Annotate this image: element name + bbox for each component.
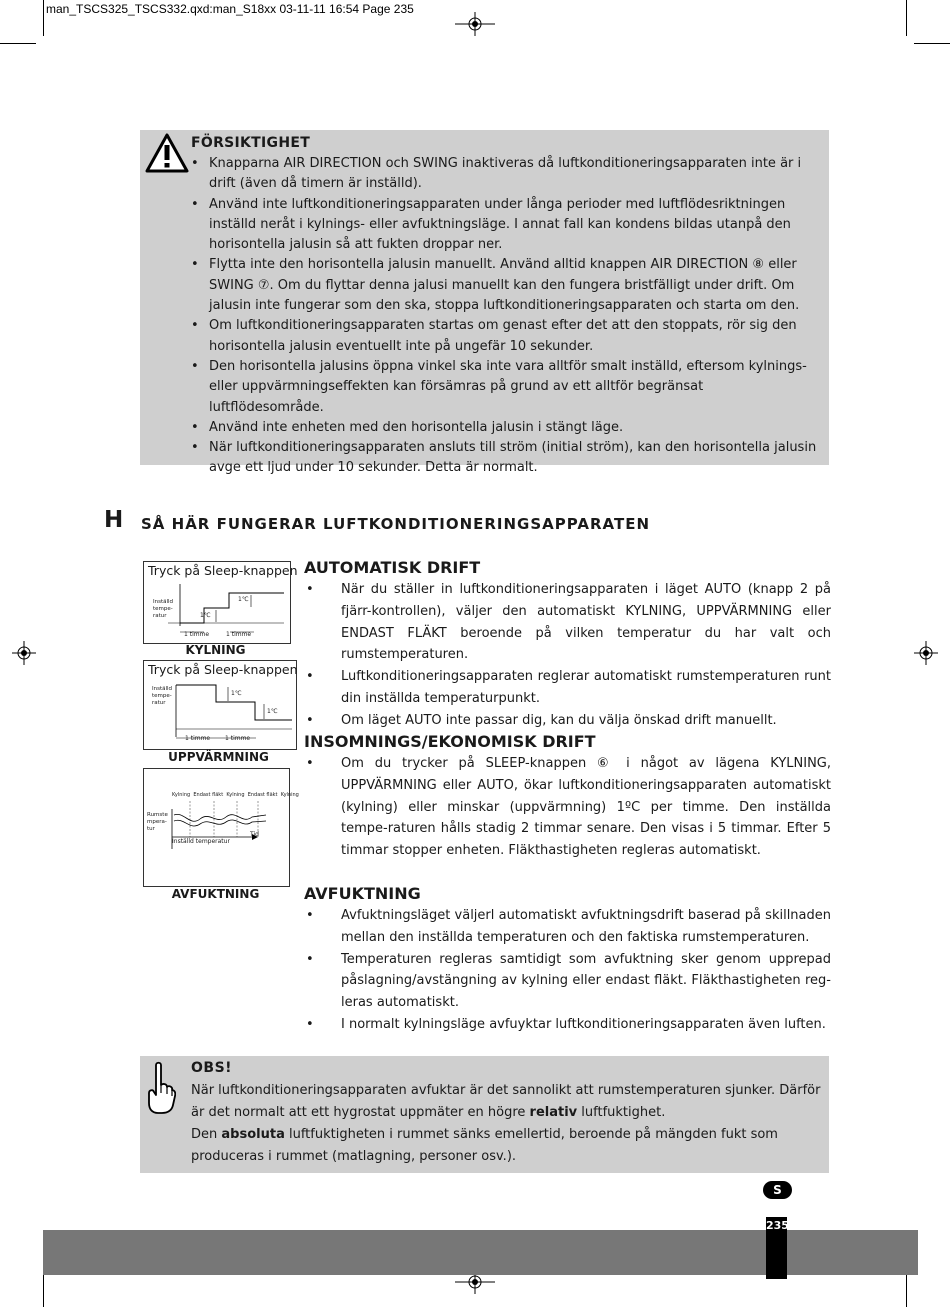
list-item: • Om luftkonditioneringsapparaten startas om genast efter det att den stoppats, rör sig den horisontella jalusin eventuellt inte på ungefär 10 sekunder. [191, 316, 821, 357]
dehumidification-diagram [143, 768, 299, 887]
page-number: 235 [766, 1217, 787, 1279]
y-axis-label: Inställd tempe- ratur [152, 686, 173, 706]
note-title: OBS! [191, 1060, 233, 1076]
caution-title: FÖRSIKTIGHET [191, 135, 311, 151]
auto-section [304, 558, 831, 732]
section-heading: INSOMNINGS/EKONOMISK DRIFT [304, 732, 596, 751]
heating-diagram [143, 660, 297, 750]
diagram-title: Tryck på Sleep-knappen [148, 662, 298, 677]
list-item: • När du ställer in luftkonditioneringsapparaten i läget AUTO (knapp 2 på fjärr-kontrollen), väljer den automatiskt KYLNING, UPPVÄRMNING eller ENDAST FLÄKT beroende på vilken temperatur du har valt och rumstemperaturen. [304, 579, 831, 666]
registration-mark-icon [12, 641, 36, 665]
registration-mark-icon [914, 641, 938, 665]
list-item: • Använd inte luftkonditioneringsapparaten under långa perioder med luftflödesriktningen inställd neråt i kylnings- eller avfuktningsläge. I annat fall kan kondens bildas utanpå den horisontella jalusin så att fukten droppar ner. [191, 195, 821, 256]
sleep-section [304, 732, 831, 862]
list-item: • Knapparna AIR DIRECTION och SWING inaktiveras då luftkonditioneringsapparaten inte är i drift (även då timern är inställd). [191, 154, 821, 195]
cooling-diagram [143, 561, 298, 644]
crop-mark [914, 43, 950, 44]
section-letter: H [104, 507, 124, 533]
caution-list [191, 154, 821, 479]
section-heading: AVFUKTNING [304, 884, 421, 903]
note-text: När luftkonditioneringsapparaten avfuktar är det sannolikt att rumstemperaturen sjunker. Därför är det normalt att ett hygrostat uppmäter en högre relativ luftfuktighet. Den absoluta luftfuktigheten i rummet sänks emellertid, beroende på mängden fukt som produceras i rummet (matlagning, personer osv.). [191, 1083, 821, 1164]
list-item: • Använd inte enheten med den horisontella jalusin i stängt läge. [191, 418, 821, 438]
note-box [140, 1056, 829, 1173]
crop-mark [0, 43, 36, 44]
diagram-title: Tryck på Sleep-knappen [148, 563, 298, 578]
dry-section [304, 884, 831, 1036]
crop-mark [43, 0, 44, 36]
section-title: SÅ HÄR FUNGERAR LUFTKONDITIONERINGSAPPARATEN [141, 515, 651, 533]
y-axis-label: Rumste mpera- tur [147, 812, 168, 832]
hour-label: 1 timme [225, 735, 251, 742]
section-heading: AUTOMATISK DRIFT [304, 558, 481, 577]
step-label: 1℃ [231, 690, 242, 697]
list-item: • När luftkonditioneringsapparaten ansluts till ström (initial ström), kan den horisontella jalusin avge ett ljud under 10 sekunder. Detta är normalt. [191, 438, 821, 479]
diagram-caption: UPPVÄRMNING [168, 750, 269, 764]
mode-labels: Kylning Endast fläkt Kylning Endast fläkt Kylning [172, 792, 299, 798]
print-slug: man_TSCS325_TSCS332.qxd:man_S18xx 03-11-11 16:54 Page 235 [46, 2, 414, 16]
list-item: • Luftkonditioneringsapparaten reglerar automatiskt rumstemperaturen runt din inställda temperaturpunkt. [304, 666, 831, 710]
list-item: • Om du trycker på SLEEP-knappen ⑥ i något av lägena KYLNING, UPPVÄRMNING eller AUTO, ökar luftkonditioneringsapparaten automatiskt (kylning) eller minskar (uppvärmning) 1ºC per timme. Den inställda tempe-raturen hålls stadig 2 timmar senare. Den visas i 5 timmar. Efter 5 timmar stopper enheten. Fläkthastigheten regleras automatiskt. [304, 753, 831, 862]
set-temp-label: Inställd temperatur [172, 838, 230, 845]
list-item: • Temperaturen regleras samtidigt som avfuktning sker genom upprepad påslagning/avstängning av kylning eller endast fläkt. Fläkthastigheten reg-leras automatiskt. [304, 949, 831, 1014]
hour-label: 1 timme [226, 631, 252, 638]
step-label: 1℃ [238, 596, 249, 603]
hour-label: 1 timme [184, 631, 210, 638]
diagram-caption: AVFUKTNING [171, 887, 260, 901]
caution-box [140, 130, 829, 476]
list-item: • Om läget AUTO inte passar dig, kan du välja önskad drift manuellt. [304, 710, 831, 732]
crop-mark [906, 0, 907, 36]
y-axis-label: Inställd tempe- ratur [153, 599, 174, 619]
list-item: • I normalt kylningsläge avfuyktar luftkonditioneringsapparaten även luften. [304, 1014, 831, 1036]
language-badge: S [763, 1181, 792, 1199]
list-item: • Flytta inte den horisontella jalusin manuellt. Använd alltid knappen AIR DIRECTION ⑧ eller SWING ⑦. Om du flyttar denna jalusi manuellt kan den fungera bristfälligt under drift. Om jalusin inte fungerar som den ska, stoppa luftkonditioneringsapparaten och starta om den. [191, 255, 821, 316]
warning-triangle-icon [145, 133, 189, 173]
time-label: Tid [250, 831, 259, 838]
crop-mark [43, 1271, 44, 1307]
list-item: • Avfuktningsläget väljerl automatiskt avfuktningsdrift baserad på skillnaden mellan den inställda temperaturen och den faktiska rumstemperaturen. [304, 905, 831, 949]
diagram-caption: KYLNING [185, 643, 246, 657]
step-label: 1℃ [200, 612, 211, 619]
list-item: • Den horisontella jalusins öppna vinkel ska inte vara alltför smalt inställd, eftersom kylnings- eller uppvärmningseffekten kan försämras på grund av ett alltför begränsat luftflödesområde. [191, 357, 821, 418]
pointing-hand-icon [144, 1061, 176, 1117]
hour-label: 1 timme [185, 735, 211, 742]
registration-mark-icon [455, 12, 495, 36]
step-label: 1℃ [267, 708, 278, 715]
crop-mark [906, 1271, 907, 1307]
